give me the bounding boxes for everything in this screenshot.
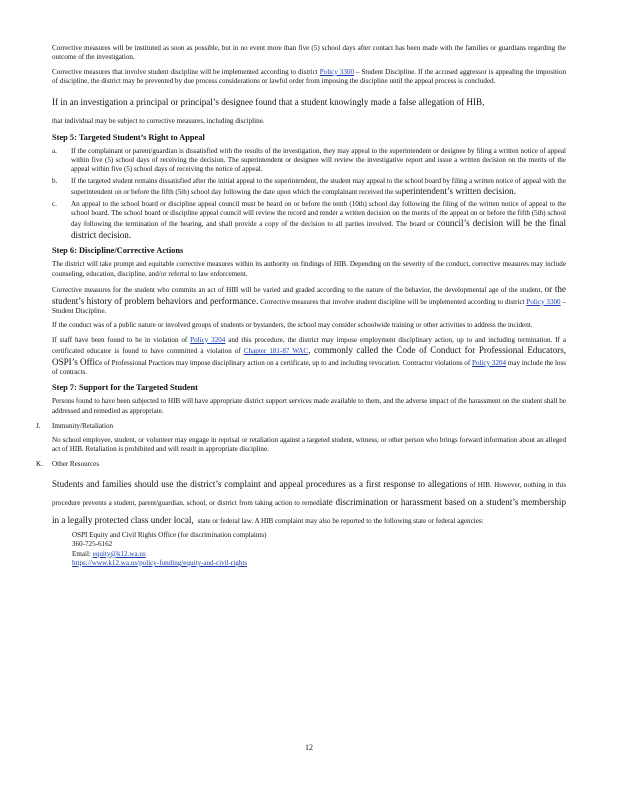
text: – Student Discipline. If the accused aggressor is appealing the imposition of discipline, the district may be prevented by due process considerations or lawful order from imposing the discipline until the appeal process is concluded. [52,67,566,86]
policy-3300-link[interactable]: Policy 3300 [526,297,561,306]
section-title: Immunity/Retaliation [52,422,114,431]
text-large: If in an investigation a principal or principal’s designee found that a student knowingly made a false allegation of HIB, [52,96,485,107]
text-large: council’s decision will be the final district decision. [71,218,566,240]
section-marker: J. [36,422,41,431]
wac-chapter-link[interactable]: Chapter 181-87 WAC [243,347,309,356]
ospi-bullet [52,531,566,569]
list-item-c [52,200,566,242]
text: Corrective measures for the student who commits an act of HIB will be varied and graded according to the nature of the behavior, the developmental age of the student, [52,286,543,295]
text: An appeal to the school board or discipline appeal council must be heard on or before the tenth (10th) school day following the filing of the written notice of appeal to the school board. The school board or discipline appeal council will review the record and render a written decision on the merits of the appeal on or before the fifth (5th) school day following the termination of the hearing, and shall provide a copy of the decision to all parties involved. The board or [71,199,566,229]
ospi-contact [72,531,267,569]
paragraph-retaliation: No school employee, student, or volunteer may engage in reprisal or retaliation against a targeted student, witness, or other person who brings forward information about an alleged act of HIB. Retaliation is prohibited and will result in appropriate discipline. [52,435,566,453]
list-marker: a. [52,146,57,155]
policy-3204-link[interactable]: Policy 3204 [472,358,507,367]
paragraph-step6-staff [52,336,566,378]
list-item-text [71,200,566,242]
section-marker: K. [36,460,43,469]
paragraph-step6-graded [52,284,566,316]
list-marker: b. [52,176,58,185]
ospi-title: OSPI Equity and Civil Rights Office (for discrimination complaints) [72,530,267,539]
text: – Student Discipline. [52,297,566,315]
document-page [36,44,567,568]
ospi-phone: 360-725-6162 [72,540,113,549]
ospi-url-link[interactable]: https://www.k12.wa.us/policy-funding/equity-and-civil-rights [72,559,248,567]
text: If staff have been found to be in violation of [52,335,191,344]
text: state or federal law. A HIB complaint may also be reported to the following state or federal agencies: [197,516,484,525]
paragraph-corrective-discipline [52,68,566,87]
text: of HIB. However, nothing in this procedure prevents a student, parent/guardian, school, or district from taking action to remed [52,480,566,507]
text-large: perintendent’s written decision. [401,186,516,197]
paragraph-step7-support: Persons found to have been subjected to HIB will have appropriate district support services made available to them, and the adverse impact of the harassment on the student shall be addressed and remedied as appropriate. [52,397,566,415]
section-title: Other Resources [52,460,100,469]
ospi-email-line [72,550,267,559]
step6-heading: Step 6: Discipline/Corrective Actions [52,246,184,256]
bullet-icon [52,531,72,569]
list-item-a [52,147,566,175]
section-j-heading [36,422,566,431]
text: Corrective measures that involve student discipline will be implemented according to district [52,67,320,76]
text: and this procedure, the district may impose employment disciplinary action, up to and including termination. If a certificated educator is found to have committed a violation of [52,335,566,356]
policy-3204-link[interactable]: Policy 3204 [190,335,226,344]
text: If the targeted student remains dissatisfied after the initial appeal to the superintendent, the student may appeal to the school board by filing a written notice of appeal with the superintendent on or before the fifth (5th) school day following the date upon which the complainant received the su [71,176,566,197]
paragraph-corrective-timing: Corrective measures will be instituted as soon as possible, but in no event more than five (5) school days after contact has been made with the families or guardians regarding the outcome of the investigation. [52,44,566,62]
paragraph-step6-public: If the conduct was of a public nature or involved groups of students or bystanders, the school may consider schoolwide training or other activities to address the incident. [52,321,533,330]
list-item-b [52,177,566,198]
list-item-text: If the complainant or parent/guardian is dissatisfied with the results of the investigation, they may appeal to the superintendent or designee by filing a written notice of appeal within five (5) school days of receiving the decision. The superintendent or designee will review the investigative report and issue a written decision on the merits of the appeal within five (5) school days of receiving the notice of appeal. [71,146,566,174]
text: Corrective measures that involve student discipline will be implemented according to district [260,297,527,306]
section-k-heading [36,460,566,469]
step7-heading: Step 7: Support for the Targeted Student [52,383,198,393]
paragraph-other-resources [52,474,566,528]
step5-heading: Step 5: Targeted Student’s Right to Appeal [52,132,205,142]
ospi-email-link[interactable]: equity@k12.wa.us [92,549,146,558]
policy-3300-link[interactable]: Policy 3300 [319,67,354,76]
text-large: iate discrimination or harassment based on a student’s membership in a legally protected class under local, [52,496,567,525]
page-number: 12 [305,743,313,752]
list-marker: c. [52,199,57,208]
paragraph-step6-measures: The district will take prompt and equitable corrective measures within its authority on findings of HIB. Depending on the severity of the conduct, corrective measures may include counseling, education, discipline, and/or referral to law enforcement. [52,260,566,278]
text: that individual may be subject to corrective measures, including discipline. [52,116,265,125]
text: may include the loss of contracts. [52,358,566,376]
text: e of Professional Practices may impose disciplinary action on a certificate, up to and including revocation. Contractor violations of [99,358,472,367]
email-label: Email: [72,549,93,558]
text-large: or the student’s history of problem behaviors and performance. [52,284,566,306]
list-item-text [71,177,566,198]
text-large: , commonly called the Code of Conduct for Professional Educators, OSPI’s Offic [52,345,567,367]
paragraph-false-allegation [52,92,566,128]
text-large: Students and families should use the district’s complaint and appeal procedures as a first response to allegations [52,478,468,489]
